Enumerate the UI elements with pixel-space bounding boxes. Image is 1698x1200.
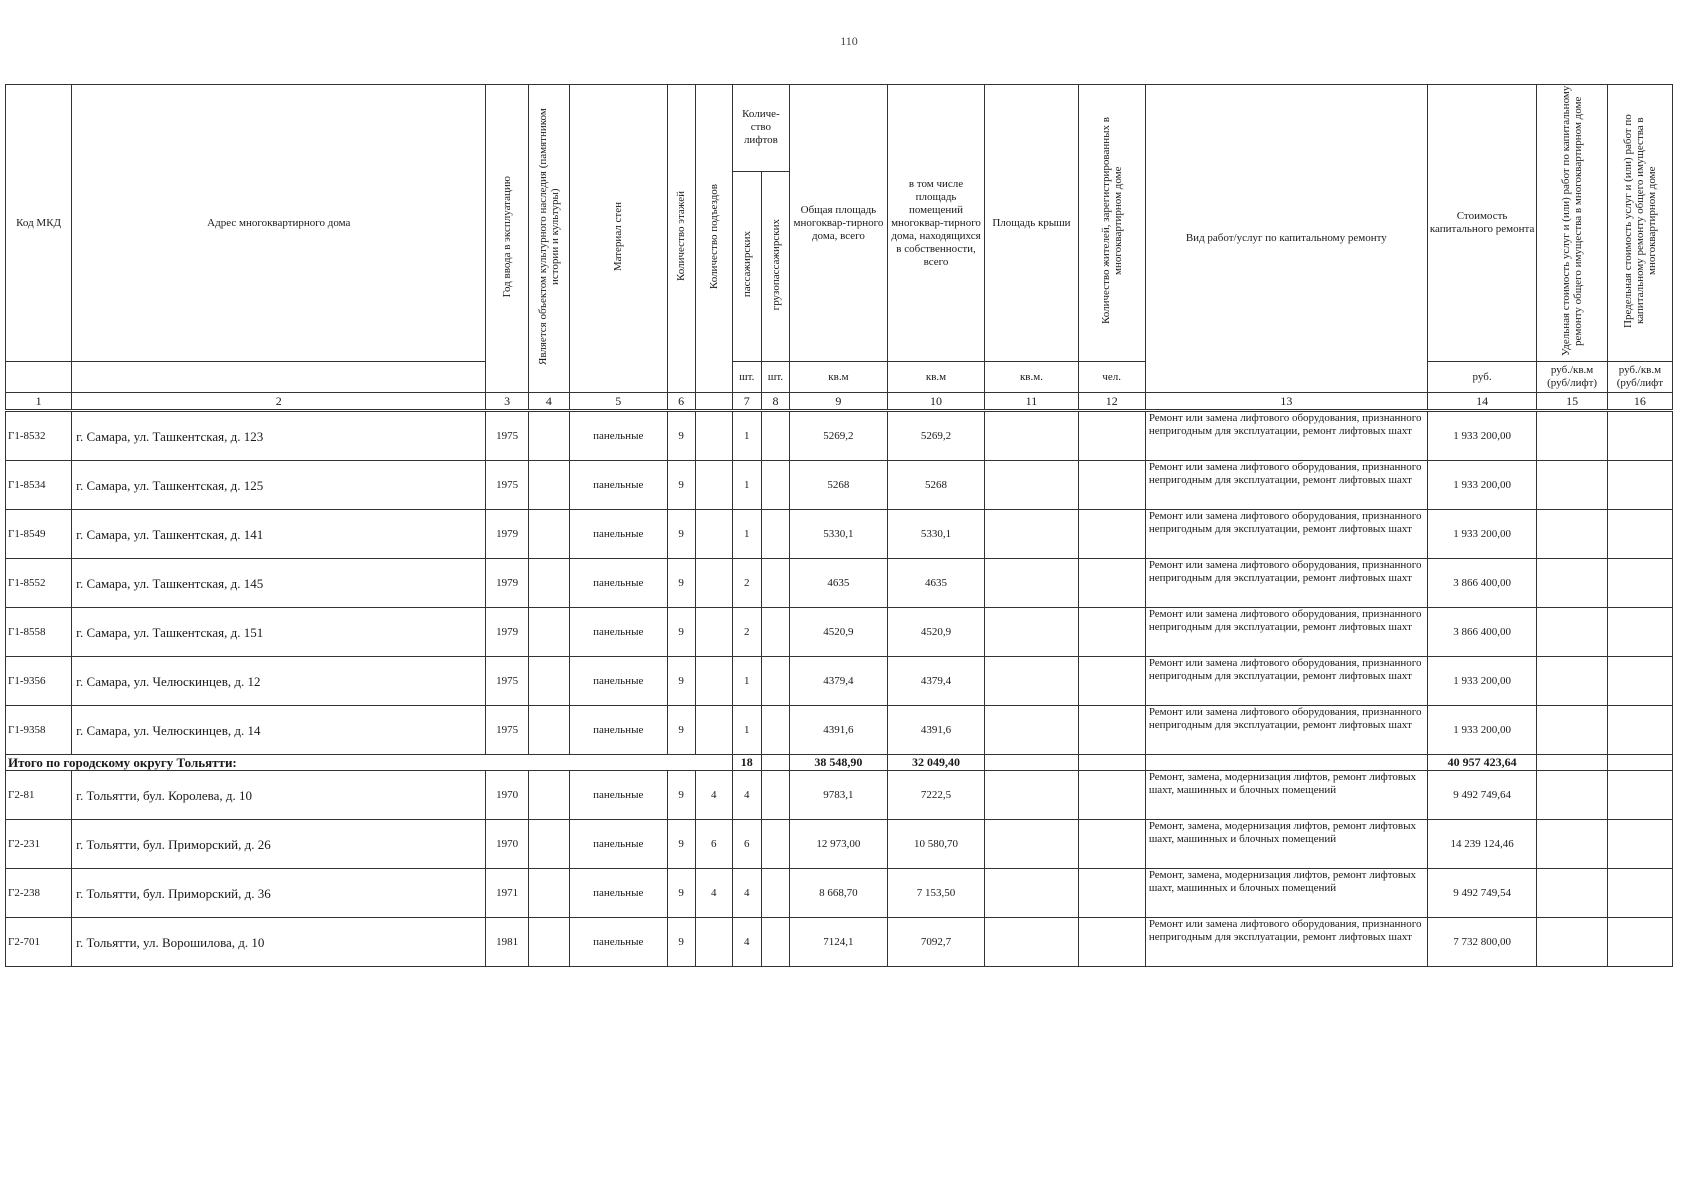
cell-total-area: 9783,1: [790, 771, 888, 820]
cell-roof-area: [985, 461, 1078, 510]
cell-max-cost: [1607, 657, 1672, 706]
cell-elev-freight: [761, 706, 789, 755]
header-owned-area: в том числе площадь помещений многоквар-тирного дома, находящихся в собственности, всего: [887, 85, 985, 362]
cell-max-cost: [1607, 706, 1672, 755]
cell-unit-cost: [1537, 706, 1607, 755]
cell-entrances: [695, 706, 732, 755]
page-number: 110: [840, 34, 858, 48]
cell-owned-area: 5269,2: [887, 411, 985, 461]
cell-max-cost: [1607, 510, 1672, 559]
cell-elev-passenger: 2: [732, 608, 761, 657]
table-row: [6, 461, 1673, 510]
cell-total-area: 4635: [790, 559, 888, 608]
cell-total-area: 8 668,70: [790, 869, 888, 918]
cell-total-area: 5269,2: [790, 411, 888, 461]
cell-elev-freight: [761, 608, 789, 657]
cell-walls: панельные: [569, 657, 667, 706]
cell-elev-passenger: 4: [732, 771, 761, 820]
col-num: 3: [486, 393, 528, 411]
cell-roof-area: [985, 771, 1078, 820]
cell-elev-passenger: 1: [732, 411, 761, 461]
cell-unit-cost: [1537, 411, 1607, 461]
cell-roof-area: [985, 869, 1078, 918]
header-unit-cost: Удельная стоимость услуг и (или) работ по капитальному ремонту общего имущества в многоквартирном доме: [1537, 85, 1607, 362]
header-walls: Материал стен: [569, 85, 667, 393]
col-num: 4: [528, 393, 569, 411]
header-floors: Количество этажей: [667, 85, 695, 393]
cell-heritage: [528, 820, 569, 869]
unit-cost: руб.: [1427, 362, 1537, 393]
cell-owned-area: 4635: [887, 559, 985, 608]
capital-repair-table: [5, 84, 1673, 967]
cell-roof-area: [985, 918, 1078, 967]
cell-work-type: Ремонт или замена лифтового оборудования, признанного непригодным для эксплуатации, ремонт лифтовых шахт: [1145, 608, 1427, 657]
total-blank: [761, 755, 789, 771]
col-num: 13: [1145, 393, 1427, 411]
table-body: [6, 411, 1673, 967]
cell-address: г. Тольятти, бул. Королева, д. 10: [72, 771, 486, 820]
cell-elev-passenger: 6: [732, 820, 761, 869]
cell-code: Г2-81: [6, 771, 72, 820]
cell-work-type: Ремонт или замена лифтового оборудования, признанного непригодным для эксплуатации, ремонт лифтовых шахт: [1145, 559, 1427, 608]
table-row: [6, 869, 1673, 918]
cell-roof-area: [985, 559, 1078, 608]
cell-entrances: [695, 461, 732, 510]
cell-walls: панельные: [569, 608, 667, 657]
cell-unit-cost: [1537, 918, 1607, 967]
cell-roof-area: [985, 820, 1078, 869]
unit-elev-passenger: шт.: [732, 362, 761, 393]
cell-owned-area: 5268: [887, 461, 985, 510]
cell-floors: 9: [667, 869, 695, 918]
cell-cost: 1 933 200,00: [1427, 657, 1537, 706]
cell-elev-passenger: 1: [732, 510, 761, 559]
cell-elev-freight: [761, 869, 789, 918]
cell-address: г. Самара, ул. Ташкентская, д. 141: [72, 510, 486, 559]
cell-total-area: 12 973,00: [790, 820, 888, 869]
cell-cost: 7 732 800,00: [1427, 918, 1537, 967]
col-num: 7: [732, 393, 761, 411]
cell-owned-area: 7092,7: [887, 918, 985, 967]
total-blank: [1145, 755, 1427, 771]
column-number-row: [6, 393, 1673, 411]
total-blank: [985, 755, 1078, 771]
cell-code: Г1-8534: [6, 461, 72, 510]
cell-residents: [1078, 411, 1145, 461]
cell-owned-area: 4379,4: [887, 657, 985, 706]
unit-code-blank: [6, 362, 72, 393]
cell-elev-freight: [761, 510, 789, 559]
cell-roof-area: [985, 706, 1078, 755]
col-num: 14: [1427, 393, 1537, 411]
total-owned-area: 32 049,40: [887, 755, 985, 771]
cell-elev-freight: [761, 771, 789, 820]
cell-cost: 9 492 749,64: [1427, 771, 1537, 820]
cell-heritage: [528, 657, 569, 706]
cell-floors: 9: [667, 771, 695, 820]
cell-total-area: 5268: [790, 461, 888, 510]
cell-heritage: [528, 771, 569, 820]
table-row: [6, 706, 1673, 755]
cell-residents: [1078, 771, 1145, 820]
cell-code: Г1-9356: [6, 657, 72, 706]
cell-owned-area: 5330,1: [887, 510, 985, 559]
cell-entrances: [695, 559, 732, 608]
cell-entrances: 4: [695, 869, 732, 918]
col-num: 1: [6, 393, 72, 411]
cell-floors: 9: [667, 706, 695, 755]
unit-owned-area: кв.м: [887, 362, 985, 393]
header-work-type: Вид работ/услуг по капитальному ремонту: [1145, 85, 1427, 393]
cell-address: г. Самара, ул. Челюскинцев, д. 12: [72, 657, 486, 706]
table-row: [6, 559, 1673, 608]
header-code: Код МКД: [6, 85, 72, 362]
cell-elev-passenger: 1: [732, 461, 761, 510]
table-row: [6, 510, 1673, 559]
cell-work-type: Ремонт или замена лифтового оборудования, признанного непригодным для эксплуатации, ремонт лифтовых шахт: [1145, 918, 1427, 967]
cell-work-type: Ремонт или замена лифтового оборудования, признанного непригодным для эксплуатации, ремонт лифтовых шахт: [1145, 411, 1427, 461]
cell-address: г. Тольятти, бул. Приморский, д. 36: [72, 869, 486, 918]
cell-unit-cost: [1537, 608, 1607, 657]
cell-elev-passenger: 1: [732, 657, 761, 706]
table-row: [6, 771, 1673, 820]
unit-elev-freight: шт.: [761, 362, 789, 393]
cell-max-cost: [1607, 461, 1672, 510]
cell-residents: [1078, 510, 1145, 559]
cell-walls: панельные: [569, 461, 667, 510]
cell-residents: [1078, 869, 1145, 918]
col-num: 5: [569, 393, 667, 411]
cell-total-area: 5330,1: [790, 510, 888, 559]
cell-unit-cost: [1537, 869, 1607, 918]
cell-cost: 9 492 749,54: [1427, 869, 1537, 918]
cell-entrances: [695, 657, 732, 706]
col-num: 10: [887, 393, 985, 411]
cell-address: г. Самара, ул. Ташкентская, д. 145: [72, 559, 486, 608]
cell-cost: 1 933 200,00: [1427, 706, 1537, 755]
cell-heritage: [528, 608, 569, 657]
header-year: Год ввода в эксплуатацию: [486, 85, 528, 393]
cell-year: 1975: [486, 657, 528, 706]
cell-entrances: [695, 411, 732, 461]
cell-elev-passenger: 4: [732, 869, 761, 918]
header-cost: Стоимость капитального ремонта: [1427, 85, 1537, 362]
cell-year: 1970: [486, 771, 528, 820]
table-row: [6, 608, 1673, 657]
cell-address: г. Самара, ул. Ташкентская, д. 151: [72, 608, 486, 657]
cell-work-type: Ремонт или замена лифтового оборудования, признанного непригодным для эксплуатации, ремонт лифтовых шахт: [1145, 461, 1427, 510]
cell-code: Г1-8549: [6, 510, 72, 559]
unit-unit-cost: руб./кв.м (руб/лифт): [1537, 362, 1607, 393]
cell-residents: [1078, 608, 1145, 657]
cell-cost: 3 866 400,00: [1427, 559, 1537, 608]
cell-owned-area: 7 153,50: [887, 869, 985, 918]
cell-year: 1975: [486, 411, 528, 461]
cell-heritage: [528, 559, 569, 608]
header-address: Адрес многоквартирного дома: [72, 85, 486, 362]
cell-cost: 1 933 200,00: [1427, 461, 1537, 510]
cell-unit-cost: [1537, 657, 1607, 706]
cell-cost: 1 933 200,00: [1427, 510, 1537, 559]
header-elev-freight: грузопассажирских: [761, 171, 789, 361]
unit-max-cost: руб./кв.м (руб/лифт: [1607, 362, 1672, 393]
cell-elev-freight: [761, 461, 789, 510]
cell-floors: 9: [667, 461, 695, 510]
total-area: 38 548,90: [790, 755, 888, 771]
cell-max-cost: [1607, 918, 1672, 967]
cell-code: Г1-8552: [6, 559, 72, 608]
total-elevators: 18: [732, 755, 761, 771]
col-num: 2: [72, 393, 486, 411]
table-row: [6, 820, 1673, 869]
cell-elev-freight: [761, 559, 789, 608]
cell-year: 1975: [486, 461, 528, 510]
cell-code: Г2-701: [6, 918, 72, 967]
unit-residents: чел.: [1078, 362, 1145, 393]
cell-code: Г1-8532: [6, 411, 72, 461]
cell-owned-area: 10 580,70: [887, 820, 985, 869]
cell-floors: 9: [667, 411, 695, 461]
total-cost: 40 957 423,64: [1427, 755, 1537, 771]
header-residents: Количество жителей, зарегистрированных в многоквартирном доме: [1078, 85, 1145, 362]
cell-entrances: [695, 608, 732, 657]
cell-roof-area: [985, 608, 1078, 657]
cell-code: Г2-238: [6, 869, 72, 918]
cell-total-area: 4379,4: [790, 657, 888, 706]
cell-address: г. Тольятти, бул. Приморский, д. 26: [72, 820, 486, 869]
total-blank: [1078, 755, 1145, 771]
header-elevators: Количе-ство лифтов: [732, 85, 789, 172]
cell-max-cost: [1607, 608, 1672, 657]
cell-elev-freight: [761, 820, 789, 869]
cell-residents: [1078, 559, 1145, 608]
cell-heritage: [528, 869, 569, 918]
table-header: [6, 85, 1673, 411]
cell-max-cost: [1607, 820, 1672, 869]
cell-elev-freight: [761, 657, 789, 706]
col-num: [695, 393, 732, 411]
total-blank: [1537, 755, 1607, 771]
cell-year: 1979: [486, 559, 528, 608]
cell-max-cost: [1607, 869, 1672, 918]
cell-year: 1979: [486, 608, 528, 657]
cell-address: г. Самара, ул. Ташкентская, д. 123: [72, 411, 486, 461]
cell-code: Г1-9358: [6, 706, 72, 755]
cell-max-cost: [1607, 771, 1672, 820]
cell-elev-freight: [761, 918, 789, 967]
cell-work-type: Ремонт, замена, модернизация лифтов, ремонт лифтовых шахт, машинных и блочных помещений: [1145, 869, 1427, 918]
cell-work-type: Ремонт или замена лифтового оборудования, признанного непригодным для эксплуатации, ремонт лифтовых шахт: [1145, 706, 1427, 755]
cell-heritage: [528, 706, 569, 755]
cell-cost: 14 239 124,46: [1427, 820, 1537, 869]
col-num: 6: [667, 393, 695, 411]
unit-roof-area: кв.м.: [985, 362, 1078, 393]
cell-roof-area: [985, 411, 1078, 461]
col-num: 15: [1537, 393, 1607, 411]
total-blank: [1607, 755, 1672, 771]
cell-entrances: 4: [695, 771, 732, 820]
cell-elev-passenger: 2: [732, 559, 761, 608]
cell-max-cost: [1607, 559, 1672, 608]
header-elev-passenger: пассажирских: [732, 171, 761, 361]
cell-residents: [1078, 820, 1145, 869]
cell-year: 1979: [486, 510, 528, 559]
cell-roof-area: [985, 657, 1078, 706]
cell-year: 1971: [486, 869, 528, 918]
cell-floors: 9: [667, 608, 695, 657]
table-row: [6, 411, 1673, 461]
cell-floors: 9: [667, 559, 695, 608]
cell-year: 1981: [486, 918, 528, 967]
cell-roof-area: [985, 510, 1078, 559]
cell-residents: [1078, 918, 1145, 967]
cell-elev-freight: [761, 411, 789, 461]
cell-address: г. Тольятти, ул. Ворошилова, д. 10: [72, 918, 486, 967]
cell-heritage: [528, 510, 569, 559]
cell-code: Г1-8558: [6, 608, 72, 657]
header-heritage: Является объектом культурного наследия (памятником истории и культуры): [528, 85, 569, 393]
cell-unit-cost: [1537, 510, 1607, 559]
cell-residents: [1078, 657, 1145, 706]
cell-walls: панельные: [569, 918, 667, 967]
cell-walls: панельные: [569, 510, 667, 559]
header-entrances: Количество подъездов: [695, 85, 732, 393]
cell-heritage: [528, 411, 569, 461]
cell-year: 1970: [486, 820, 528, 869]
cell-max-cost: [1607, 411, 1672, 461]
cell-walls: панельные: [569, 869, 667, 918]
cell-walls: панельные: [569, 411, 667, 461]
cell-residents: [1078, 706, 1145, 755]
col-num: 16: [1607, 393, 1672, 411]
cell-walls: панельные: [569, 820, 667, 869]
cell-owned-area: 4520,9: [887, 608, 985, 657]
cell-total-area: 4520,9: [790, 608, 888, 657]
cell-total-area: 7124,1: [790, 918, 888, 967]
cell-year: 1975: [486, 706, 528, 755]
total-row: [6, 755, 1673, 771]
cell-work-type: Ремонт, замена, модернизация лифтов, ремонт лифтовых шахт, машинных и блочных помещений: [1145, 771, 1427, 820]
col-num: 12: [1078, 393, 1145, 411]
header-max-cost: Предельная стоимость услуг и (или) работ по капитальному ремонту общего имущества в многоквартирном доме: [1607, 85, 1672, 362]
cell-work-type: Ремонт, замена, модернизация лифтов, ремонт лифтовых шахт, машинных и блочных помещений: [1145, 820, 1427, 869]
cell-work-type: Ремонт или замена лифтового оборудования, признанного непригодным для эксплуатации, ремонт лифтовых шахт: [1145, 510, 1427, 559]
cell-walls: панельные: [569, 706, 667, 755]
cell-elev-passenger: 1: [732, 706, 761, 755]
cell-address: г. Самара, ул. Ташкентская, д. 125: [72, 461, 486, 510]
cell-walls: панельные: [569, 771, 667, 820]
cell-entrances: 6: [695, 820, 732, 869]
cell-residents: [1078, 461, 1145, 510]
cell-heritage: [528, 461, 569, 510]
cell-unit-cost: [1537, 559, 1607, 608]
cell-floors: 9: [667, 918, 695, 967]
table-row: [6, 657, 1673, 706]
unit-total-area: кв.м: [790, 362, 888, 393]
cell-heritage: [528, 918, 569, 967]
unit-address-blank: [72, 362, 486, 393]
cell-cost: 3 866 400,00: [1427, 608, 1537, 657]
table-row: [6, 918, 1673, 967]
cell-floors: 9: [667, 820, 695, 869]
header-roof-area: Площадь крыши: [985, 85, 1078, 362]
cell-unit-cost: [1537, 771, 1607, 820]
cell-owned-area: 4391,6: [887, 706, 985, 755]
col-num: 8: [761, 393, 789, 411]
cell-entrances: [695, 510, 732, 559]
cell-cost: 1 933 200,00: [1427, 411, 1537, 461]
cell-floors: 9: [667, 510, 695, 559]
cell-walls: панельные: [569, 559, 667, 608]
cell-floors: 9: [667, 657, 695, 706]
cell-address: г. Самара, ул. Челюскинцев, д. 14: [72, 706, 486, 755]
col-num: 11: [985, 393, 1078, 411]
header-total-area: Общая площадь многоквар-тирного дома, всего: [790, 85, 888, 362]
cell-entrances: [695, 918, 732, 967]
cell-work-type: Ремонт или замена лифтового оборудования, признанного непригодным для эксплуатации, ремонт лифтовых шахт: [1145, 657, 1427, 706]
cell-elev-passenger: 4: [732, 918, 761, 967]
cell-owned-area: 7222,5: [887, 771, 985, 820]
cell-unit-cost: [1537, 820, 1607, 869]
col-num: 9: [790, 393, 888, 411]
total-label: Итого по городскому округу Тольятти:: [6, 755, 733, 771]
cell-total-area: 4391,6: [790, 706, 888, 755]
cell-code: Г2-231: [6, 820, 72, 869]
cell-unit-cost: [1537, 461, 1607, 510]
